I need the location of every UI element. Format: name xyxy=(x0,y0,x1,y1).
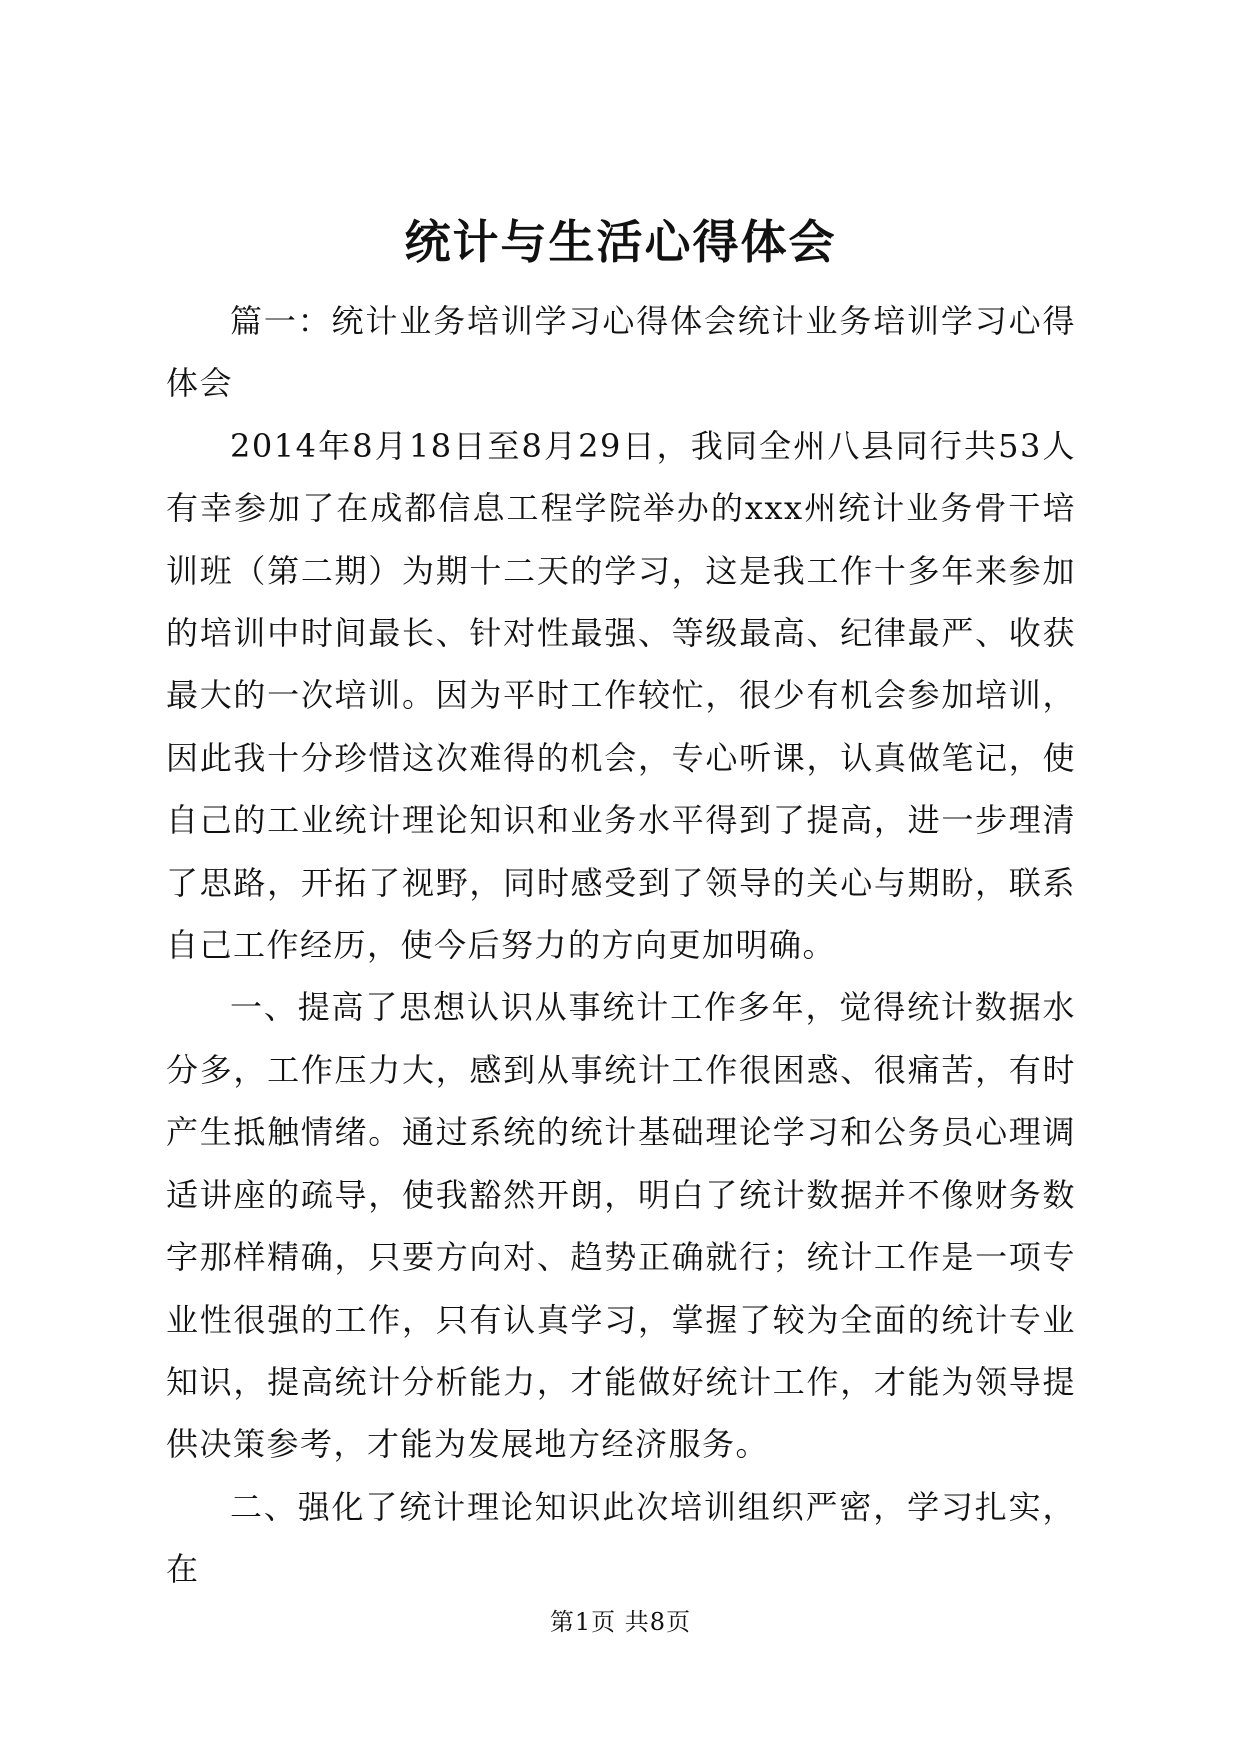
paragraph-3: 一、提高了思想认识从事统计工作多年，觉得统计数据水分多，工作压力大，感到从事统计工作很困惑、很痛苦，有时产生抵触情绪。通过系统的统计基础理论学习和公务员心理调适讲座的疏导，使我豁然开朗，明白了统计数据并不像财务数字那样精确，只要方向对、趋势正确就行；统计工作是一项专业性很强的工作，只有认真学习，掌握了较为全面的统计专业知识，提高统计分析能力，才能做好统计工作，才能为领导提供决策参考，才能为发展地方经济服务。 xyxy=(166,988,1076,1464)
document-title: 统计与生活心得体会 xyxy=(404,215,837,269)
document-body xyxy=(166,290,1076,1601)
paragraph-2: 2014年8月18日至8月29日，我同全州八县同行共53人有幸参加了在成都信息工程学院举办的xxx州统计业务骨干培训班（第二期）为期十二天的学习，这是我工作十多年来参加的培训中时间最长、针对性最强、等级最高、纪律最严、收获最大的一次培训。因为平时工作较忙，很少有机会参加培训，因此我十分珍惜这次难得的机会，专心听课，认真做笔记，使自己的工业统计理论知识和业务水平得到了提高，进一步理清了思路，开拓了视野，同时感受到了领导的关心与期盼，联系自己工作经历，使今后努力的方向更加明确。 xyxy=(166,426,1076,965)
paragraph-1: 篇一：统计业务培训学习心得体会统计业务培训学习心得体会 xyxy=(166,302,1076,403)
paragraph-4: 二、强化了统计理论知识此次培训组织严密，学习扎实，在 xyxy=(166,1487,1076,1589)
page-number-footer: 第1页 共8页 xyxy=(549,1608,692,1636)
